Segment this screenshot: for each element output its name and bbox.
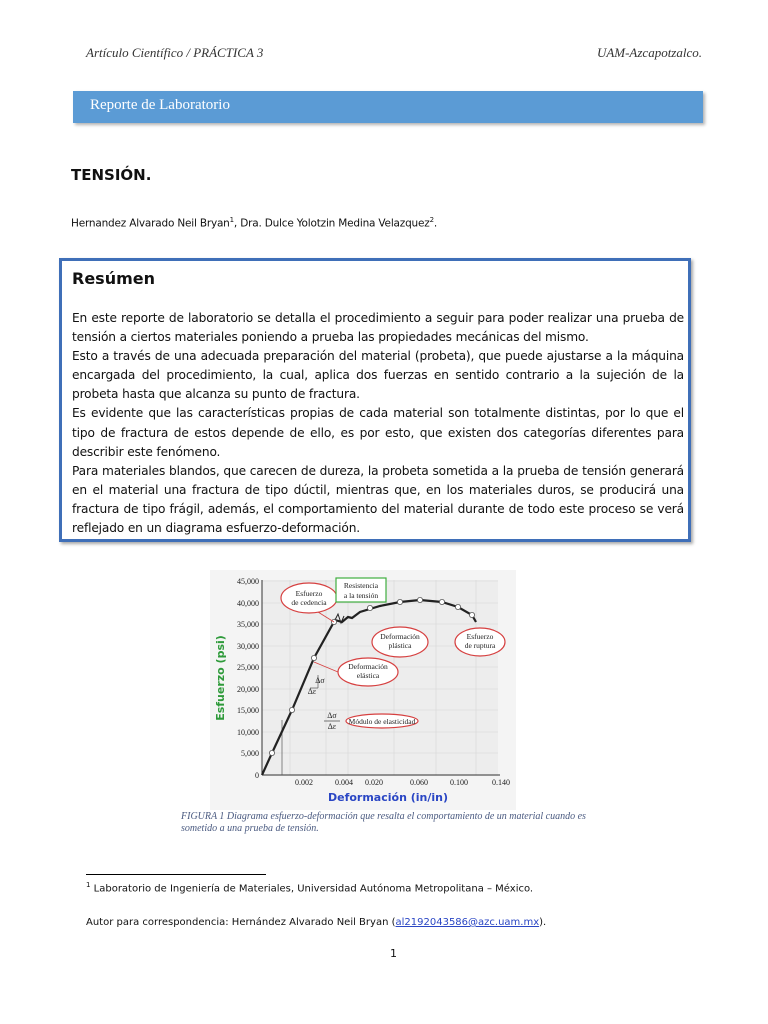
delta-sigma-ratio: Δσ — [327, 711, 337, 720]
annotation-modulo: Módulo de elasticidad — [348, 717, 416, 726]
running-header-right: UAM-Azcapotzalco. — [596, 45, 702, 60]
author-second: Dra. Dulce Yolotzin Medina Velazquez — [240, 217, 430, 230]
annotation-ruptura: de ruptura — [464, 641, 496, 650]
x-tick-label: 0.060 — [410, 778, 428, 787]
x-tick-label: 0.020 — [365, 778, 383, 787]
y-tick-label: 25,000 — [237, 663, 259, 672]
annotation-resistencia: a la tensión — [343, 591, 379, 600]
annotation-plastica: plástica — [388, 641, 412, 650]
correspondence-email-link[interactable]: al2192043586@azc.uam.mx — [395, 917, 540, 928]
stress-strain-diagram — [210, 570, 516, 810]
abstract-paragraph: Esto a través de una adecuada preparación del material (probeta), que puede ajustarse a la máquina encargada del procedimiento, la cual, aplica dos fuerzas en sentido contrario a la sujeción de la probeta hasta que alcanza su punto de fractura. — [72, 349, 684, 402]
y-tick-label: 5,000 — [241, 749, 259, 758]
y-tick-label: 0 — [255, 771, 259, 780]
annotation-cedencia: de cedencia — [291, 598, 327, 607]
running-header-left: Artículo Científico / PRÁCTICA 3 — [86, 45, 264, 60]
annotation-elastica: Deformación — [348, 662, 388, 671]
y-tick-label: 15,000 — [237, 706, 259, 715]
x-axis-label: Deformación (in/in) — [327, 791, 449, 804]
correspondence-suffix: ). — [539, 917, 547, 928]
report-banner — [73, 91, 703, 123]
annotation-resistencia: Resistencia — [343, 581, 379, 590]
abstract-box — [59, 258, 691, 542]
footnote-marker: 1 — [86, 881, 91, 889]
page-number: 1 — [390, 947, 397, 960]
y-axis-label: Esfuerzo (psi) — [214, 635, 227, 721]
abstract-paragraph: Es evidente que las características propias de cada material son totalmente distintas, por lo que el tipo de fractura de estos depende de ello, es por esto, que existen dos categorías diferentes para describir este fenómeno. — [72, 406, 684, 459]
figure-caption: FIGURA 1 Diagrama esfuerzo-deformación que resalta el comportamiento de un material cuando es sometido a una prueba de tensión. — [181, 811, 586, 834]
abstract-paragraph: En este reporte de laboratorio se detalla el procedimiento a seguir para poder realizar una prueba de tensión a ciertos materiales poniendo a prueba las propiedades mecánicas del mismo. — [72, 311, 684, 345]
delta-epsilon-ratio: Δε — [327, 722, 337, 731]
abstract-paragraph: Para materiales blandos, que carecen de dureza, la probeta sometida a la prueba de tensión generará en el material una fractura de tipo dúctil, mientras que, en los materiales duros, se producirá una fractura de tipo frágil, además, el comportamiento del material durante de todo este proceso se verá reflejado en un diagrama esfuerzo-deformación. — [72, 463, 684, 536]
abstract-heading: Resúmen — [72, 269, 155, 288]
paper-title: TENSIÓN. — [71, 166, 152, 184]
y-tick-label: 45,000 — [237, 577, 259, 586]
y-tick-label: 10,000 — [237, 728, 259, 737]
annotation-elastica: elástica — [356, 671, 380, 680]
x-tick-label: 0.002 — [295, 778, 313, 787]
annotation-ruptura: Esfuerzo — [466, 632, 494, 641]
annotation-plastica: Deformación — [380, 632, 420, 641]
x-tick-label: 0.100 — [450, 778, 468, 787]
y-tick-label: 35,000 — [237, 620, 259, 629]
correspondence-line — [86, 917, 546, 928]
correspondence-prefix: Autor para correspondencia: Hernández Alvarado Neil Bryan ( — [86, 917, 396, 928]
delta-sigma-label: Δσ — [315, 676, 325, 685]
abstract-body — [72, 309, 684, 538]
delta-epsilon-label: Δε — [307, 687, 317, 696]
annotation-cedencia: Esfuerzo — [295, 589, 323, 598]
footnote-rule — [86, 874, 266, 875]
x-tick-label: 0.140 — [492, 778, 510, 787]
author-second-affiliation: 2 — [429, 216, 434, 224]
y-tick-label: 30,000 — [237, 642, 259, 651]
x-tick-label: 0.004 — [335, 778, 353, 787]
footnote — [86, 881, 533, 894]
author-line: Hernandez Alvarado Neil Bryan$^1$, Dra. Dulce Yolotzin Medina Velazquez$^2$. — [71, 216, 437, 230]
footnote-text: Laboratorio de Ingeniería de Materiales, Universidad Autónoma Metropolitana – México. — [93, 883, 534, 895]
y-tick-label: 20,000 — [237, 685, 259, 694]
y-tick-label: 40,000 — [237, 599, 259, 608]
author-first: Hernandez Alvarado Neil Bryan — [71, 217, 230, 230]
banner-label: Reporte de Laboratorio — [90, 97, 230, 113]
author-first-affiliation: 1 — [229, 216, 234, 224]
